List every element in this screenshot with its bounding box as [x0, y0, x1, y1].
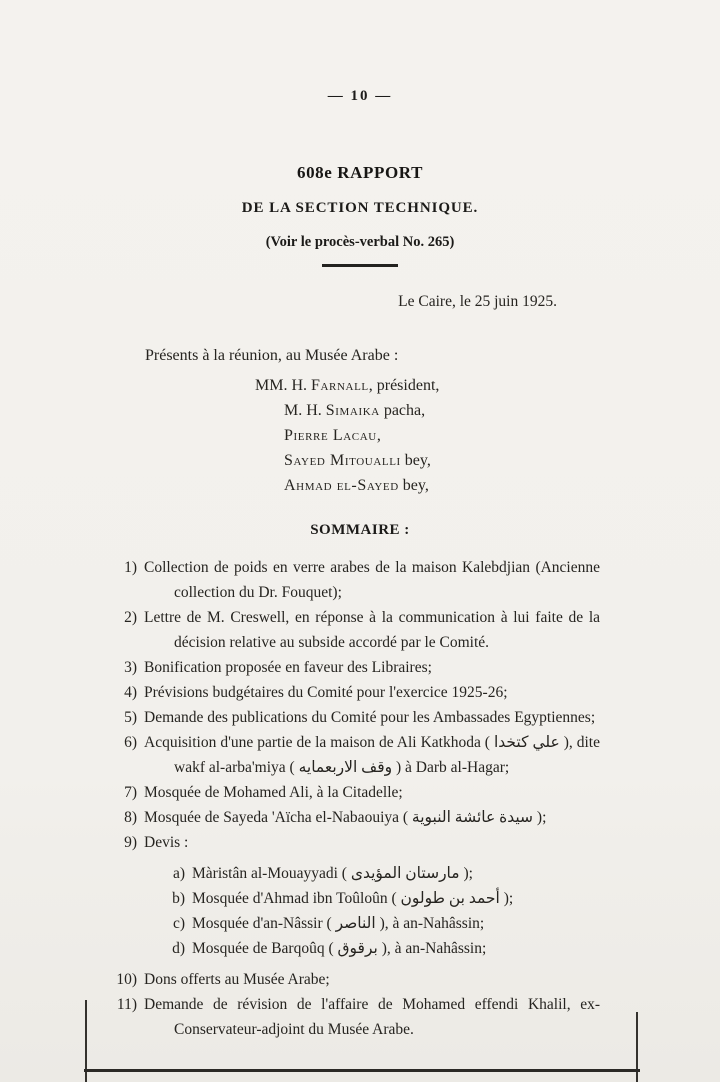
- item-text: Mosquée d'Ahmad ibn Toûloûn ( أحمد بن طولون );: [192, 890, 514, 907]
- item-number: 5): [124, 709, 137, 726]
- attendee-line: [284, 423, 720, 448]
- attendee-suffix: pacha,: [379, 402, 426, 419]
- list-item: [106, 555, 600, 605]
- attendee-suffix: ,: [376, 427, 381, 444]
- item-number: 7): [124, 784, 137, 801]
- item-number: 6): [124, 734, 137, 751]
- item-text: Demande de révision de l'affaire de Mohamed effendi Khalil, ex-Conservateur-adjoint du Musée Arabe.: [144, 996, 600, 1038]
- attendance-intro: Présents à la réunion, au Musée Arabe :: [145, 347, 399, 364]
- item-text: Mosquée de Sayeda 'Aïcha el-Nabaouiya ( سيدة عائشة النبوية );: [144, 809, 547, 826]
- item-text: Collection de poids en verre arabes de la maison Kalebdjian (Ancienne collection du Dr. Fouquet);: [144, 559, 600, 601]
- attendee-name: Farnall: [311, 377, 369, 394]
- title-rule: [322, 264, 398, 267]
- attendee-list: [0, 373, 720, 498]
- sub-list-item: [154, 886, 600, 911]
- sub-list-item: [154, 861, 600, 886]
- item-number: 10): [116, 971, 137, 988]
- item-text: Màristân al-Mouayyadi ( مارستان المؤيدى );: [192, 865, 473, 882]
- item-text: Mosquée de Barqoûq ( برقوق ), à an-Nahâssin;: [192, 940, 487, 957]
- item-letter: b): [172, 890, 185, 907]
- list-item: [106, 992, 600, 1042]
- scan-edge-bottom: [84, 1069, 640, 1072]
- item-number: 3): [124, 659, 137, 676]
- item-letter: c): [172, 915, 185, 932]
- page-number: — 10 —: [327, 88, 393, 104]
- item-letter: a): [172, 865, 185, 882]
- list-item: [106, 730, 600, 780]
- sub-list-item: [154, 936, 600, 961]
- attendee-line: [284, 473, 720, 498]
- attendee-suffix: bey,: [398, 477, 429, 494]
- item-number: 11): [116, 996, 137, 1013]
- sub-list-item: [154, 911, 600, 936]
- item-number: 2): [124, 609, 137, 626]
- list-item: [106, 780, 600, 805]
- sommaire-list: [0, 555, 720, 1042]
- attendee-suffix: bey,: [400, 452, 431, 469]
- item-letter: d): [172, 940, 185, 957]
- item-text: Dons offerts au Musée Arabe;: [144, 971, 330, 988]
- list-item: [106, 655, 600, 680]
- item-number: 4): [124, 684, 137, 701]
- item-text: Demande des publications du Comité pour les Ambassades Egyptiennes;: [144, 709, 596, 726]
- attendee-line: [284, 448, 720, 473]
- item-text: Mosquée de Mohamed Ali, à la Citadelle;: [144, 784, 403, 801]
- attendee-name: Simaika: [325, 402, 380, 419]
- list-item: [106, 605, 600, 655]
- list-item: [106, 705, 600, 730]
- attendee-line: [284, 398, 720, 423]
- attendee-prefix: MM. H.: [255, 377, 312, 394]
- item-number: 9): [124, 834, 137, 851]
- sommaire-title: SOMMAIRE :: [310, 522, 410, 538]
- attendee-name: Pierre Lacau: [284, 427, 377, 444]
- report-title: 608e RAPPORT: [296, 163, 424, 182]
- item-text: Mosquée d'an-Nâssir ( الناصر ), à an-Nahâssin;: [192, 915, 485, 932]
- attendee-suffix: , président,: [368, 377, 440, 394]
- sommaire-sublist: [154, 861, 600, 961]
- attendee-line: [255, 373, 720, 398]
- list-item: [106, 830, 600, 855]
- attendee-name: Ahmad el-Sayed: [284, 477, 399, 494]
- item-text: Bonification proposée en faveur des Libraires;: [144, 659, 432, 676]
- proces-verbal-reference: (Voir le procès-verbal No. 265): [265, 234, 455, 250]
- attendee-prefix: M. H.: [284, 402, 326, 419]
- item-text: Devis :: [144, 834, 189, 851]
- list-item: [106, 680, 600, 705]
- report-subtitle: DE LA SECTION TECHNIQUE.: [241, 200, 479, 216]
- list-item: [106, 805, 600, 830]
- item-number: 8): [124, 809, 137, 826]
- attendee-name: Sayed Mitoualli: [284, 452, 401, 469]
- item-text: Lettre de M. Creswell, en réponse à la communication à lui faite de la décision relative au subside accordé par le Comité.: [144, 609, 600, 651]
- dateline: Le Caire, le 25 juin 1925.: [398, 293, 557, 310]
- list-item: [106, 967, 600, 992]
- item-text: Acquisition d'une partie de la maison de Ali Katkhoda ( علي كتخدا ), dite wakf al-arba'miya ( وقف الاربعمايه ) à Darb al-Hagar;: [144, 734, 600, 776]
- item-text: Prévisions budgétaires du Comité pour l'exercice 1925-26;: [144, 684, 508, 701]
- item-number: 1): [124, 559, 137, 576]
